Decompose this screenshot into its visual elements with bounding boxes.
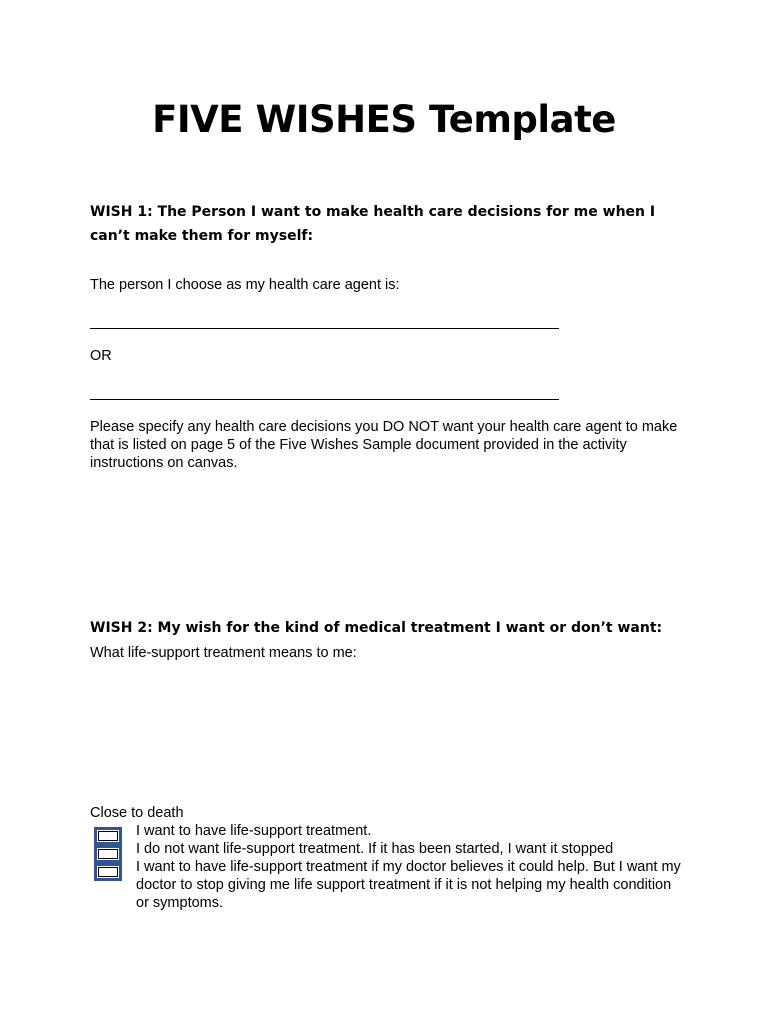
option-2-label: I do not want life-support treatment. If it has been started, I want it stopped: [136, 841, 614, 857]
wish1-heading: WISH 1: The Person I want to make health care decisions for me when I can’t make them for myself:: [90, 204, 656, 244]
close-to-death-label: Close to death: [90, 805, 184, 821]
checkbox-inner-frame: [98, 831, 118, 841]
agent-signature-line-1[interactable]: [90, 328, 559, 329]
agent-prompt: The person I choose as my health care agent is:: [90, 277, 400, 293]
option-3-checkbox[interactable]: [94, 863, 122, 881]
option-1-checkbox[interactable]: [94, 827, 122, 845]
life-support-meaning-prompt: What life-support treatment means to me:: [90, 645, 357, 661]
option-3-label: I want to have life-support treatment if my doctor believes it could help. But I want my doctor to stop giving me life support treatment if it is not helping my health condition or symptoms.: [136, 859, 681, 911]
exclusions-prompt: Please specify any health care decisions you DO NOT want your health care agent to make that is listed on page 5 of the Five Wishes Sample document provided in the activity instructions on canvas.: [90, 419, 678, 471]
wish2-heading: WISH 2: My wish for the kind of medical treatment I want or don’t want:: [90, 620, 663, 636]
or-label: OR: [90, 348, 112, 364]
checkbox-inner-frame: [98, 867, 118, 877]
option-2-checkbox[interactable]: [94, 845, 122, 863]
checkbox-inner-frame: [98, 849, 118, 859]
agent-signature-line-2[interactable]: [90, 399, 559, 400]
option-1-label: I want to have life-support treatment.: [136, 823, 372, 839]
document-title: FIVE WISHES Template: [152, 98, 616, 141]
